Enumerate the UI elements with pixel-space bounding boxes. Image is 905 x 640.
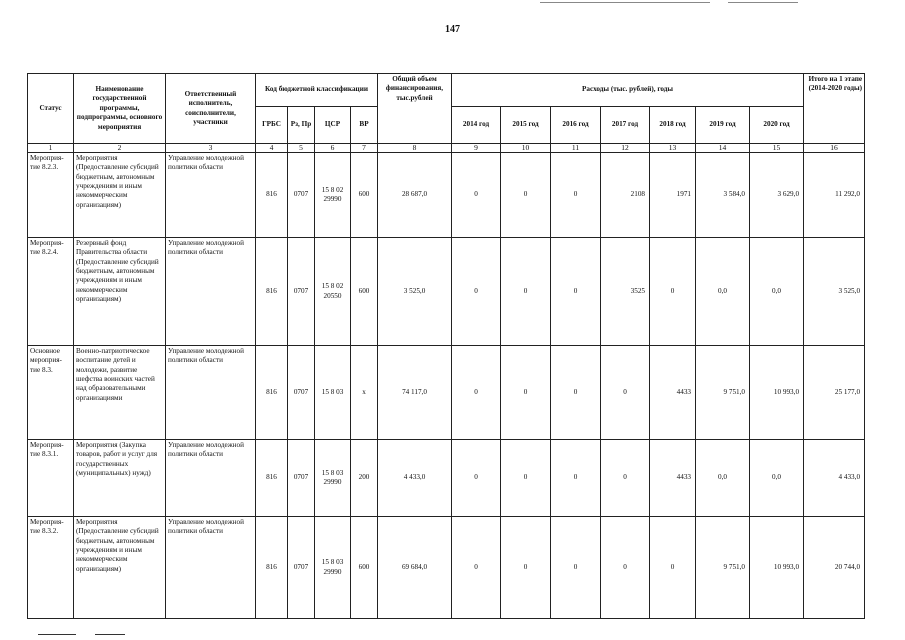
- year-2017-cell: 3525: [601, 238, 650, 346]
- year-2017-cell: 0: [601, 346, 650, 440]
- year-2014-cell: 0: [452, 238, 501, 346]
- year-2017-cell: 2108: [601, 153, 650, 238]
- year-2018-cell: 4433: [650, 440, 696, 517]
- col-num: 9: [452, 144, 501, 153]
- header-responsible: Ответственный исполнитель, соисполнители, участники: [166, 74, 256, 144]
- year-2014-cell: 0: [452, 153, 501, 238]
- year-2019-cell: 9 751,0: [696, 517, 750, 619]
- header-total-funding: Общий объем финансирования, тыс.рублей: [378, 74, 452, 144]
- year-2014-cell: 0: [452, 440, 501, 517]
- col-num: 5: [288, 144, 315, 153]
- year-2017-cell: 0: [601, 440, 650, 517]
- col-num: 11: [551, 144, 601, 153]
- top-scan-line-2: [728, 2, 798, 3]
- status-cell: Мероприя-тие 8.2.3.: [28, 153, 74, 238]
- final-cell: 11 292,0: [804, 153, 865, 238]
- responsible-cell: Управление молодежной политики области: [166, 346, 256, 440]
- col-num: 13: [650, 144, 696, 153]
- year-2019-cell: 3 584,0: [696, 153, 750, 238]
- year-2020-cell: 0,0: [750, 238, 804, 346]
- responsible-cell: Управление молодежной политики области: [166, 153, 256, 238]
- year-2018-cell: 1971: [650, 153, 696, 238]
- column-number-row: [28, 144, 865, 153]
- status-cell: Мероприя-тие 8.3.2.: [28, 517, 74, 619]
- year-2018-cell: 4433: [650, 346, 696, 440]
- total-cell: 69 684,0: [378, 517, 452, 619]
- header-final-total: Итого на 1 этапе (2014-2020 годы): [804, 74, 865, 144]
- bottom-scan-line-2: [95, 634, 125, 635]
- vr-cell: 600: [351, 153, 378, 238]
- bottom-scan-line: [38, 634, 76, 635]
- rzpr-cell: 0707: [288, 238, 315, 346]
- grbs-cell: 816: [256, 440, 288, 517]
- rzpr-cell: 0707: [288, 440, 315, 517]
- rzpr-cell: 0707: [288, 346, 315, 440]
- col-num: 6: [315, 144, 351, 153]
- year-2016-cell: 0: [551, 238, 601, 346]
- csr-cell: 15 8 03 29990: [315, 440, 351, 517]
- header-rzpr: Рз, Пр: [288, 107, 315, 144]
- col-num: 3: [166, 144, 256, 153]
- year-2019-cell: 0,0: [696, 238, 750, 346]
- total-cell: 28 687,0: [378, 153, 452, 238]
- col-num: 8: [378, 144, 452, 153]
- year-2017-cell: 0: [601, 517, 650, 619]
- name-cell: Мероприятия (Предоставление субсидий бюджетным, автономным учреждениям и иным некоммерческим организациям): [74, 153, 166, 238]
- name-cell: Военно-патриотическое воспитание детей и молодежи, развитие шефства воинских частей над образовательными организациями: [74, 346, 166, 440]
- grbs-cell: 816: [256, 517, 288, 619]
- rzpr-cell: 0707: [288, 153, 315, 238]
- col-num: 12: [601, 144, 650, 153]
- year-2015-cell: 0: [501, 440, 551, 517]
- total-cell: 4 433,0: [378, 440, 452, 517]
- col-num: 14: [696, 144, 750, 153]
- year-2019-cell: 9 751,0: [696, 346, 750, 440]
- header-expenses: Расходы (тыс. рублей), годы: [452, 74, 804, 107]
- table-row: [28, 346, 865, 440]
- csr-cell: 15 8 02 20550: [315, 238, 351, 346]
- header-year-2018: 2018 год: [650, 107, 696, 144]
- csr-cell: 15 8 03 29990: [315, 517, 351, 619]
- header-year-2019: 2019 год: [696, 107, 750, 144]
- year-2015-cell: 0: [501, 346, 551, 440]
- year-2015-cell: 0: [501, 153, 551, 238]
- col-num: 15: [750, 144, 804, 153]
- status-cell: Основное мероприя-тие 8.3.: [28, 346, 74, 440]
- header-year-2016: 2016 год: [551, 107, 601, 144]
- header-csr: ЦСР: [315, 107, 351, 144]
- csr-cell: 15 8 03: [315, 346, 351, 440]
- year-2015-cell: 0: [501, 517, 551, 619]
- final-cell: 20 744,0: [804, 517, 865, 619]
- col-num: 4: [256, 144, 288, 153]
- header-year-2017: 2017 год: [601, 107, 650, 144]
- grbs-cell: 816: [256, 346, 288, 440]
- final-cell: 25 177,0: [804, 346, 865, 440]
- name-cell: Мероприятия (Предоставление субсидий бюджетным, автономным учреждениям и иным некоммерческим организациям): [74, 517, 166, 619]
- vr-cell: x: [351, 346, 378, 440]
- year-2019-cell: 0,0: [696, 440, 750, 517]
- table-row: [28, 238, 865, 346]
- top-scan-line: [540, 2, 710, 3]
- col-num: 10: [501, 144, 551, 153]
- page-number: 147: [445, 24, 460, 35]
- table-row: [28, 440, 865, 517]
- csr-cell: 15 8 02 29990: [315, 153, 351, 238]
- final-cell: 4 433,0: [804, 440, 865, 517]
- header-budget-code: Код бюджетной классификации: [256, 74, 378, 107]
- rzpr-cell: 0707: [288, 517, 315, 619]
- status-cell: Мероприя-тие 8.2.4.: [28, 238, 74, 346]
- header-year-2020: 2020 год: [750, 107, 804, 144]
- year-2020-cell: 10 993,0: [750, 346, 804, 440]
- header-year-2014: 2014 год: [452, 107, 501, 144]
- vr-cell: 600: [351, 238, 378, 346]
- table-row: [28, 153, 865, 238]
- vr-cell: 600: [351, 517, 378, 619]
- final-cell: 3 525,0: [804, 238, 865, 346]
- name-cell: Резервный фонд Правительства области (Предоставление субсидий бюджетным, автономным учреждениям и иным некоммерческим организациям): [74, 238, 166, 346]
- year-2020-cell: 3 629,0: [750, 153, 804, 238]
- year-2018-cell: 0: [650, 238, 696, 346]
- col-num: 16: [804, 144, 865, 153]
- vr-cell: 200: [351, 440, 378, 517]
- year-2018-cell: 0: [650, 517, 696, 619]
- total-cell: 3 525,0: [378, 238, 452, 346]
- year-2016-cell: 0: [551, 153, 601, 238]
- year-2020-cell: 10 993,0: [750, 517, 804, 619]
- year-2014-cell: 0: [452, 517, 501, 619]
- header-status: Статус: [28, 74, 74, 144]
- responsible-cell: Управление молодежной политики области: [166, 440, 256, 517]
- col-num: 7: [351, 144, 378, 153]
- header-grbs: ГРБС: [256, 107, 288, 144]
- responsible-cell: Управление молодежной политики области: [166, 238, 256, 346]
- col-num: 1: [28, 144, 74, 153]
- header-year-2015: 2015 год: [501, 107, 551, 144]
- budget-table: [27, 73, 865, 619]
- year-2016-cell: 0: [551, 346, 601, 440]
- year-2016-cell: 0: [551, 517, 601, 619]
- year-2016-cell: 0: [551, 440, 601, 517]
- year-2015-cell: 0: [501, 238, 551, 346]
- status-cell: Мероприя-тие 8.3.1.: [28, 440, 74, 517]
- year-2014-cell: 0: [452, 346, 501, 440]
- col-num: 2: [74, 144, 166, 153]
- table-row: [28, 517, 865, 619]
- year-2020-cell: 0,0: [750, 440, 804, 517]
- total-cell: 74 117,0: [378, 346, 452, 440]
- header-vr: ВР: [351, 107, 378, 144]
- grbs-cell: 816: [256, 238, 288, 346]
- responsible-cell: Управление молодежной политики области: [166, 517, 256, 619]
- grbs-cell: 816: [256, 153, 288, 238]
- header-program-name: Наименование государственной программы, подпрограммы, основного мероприятия: [74, 74, 166, 144]
- name-cell: Мероприятия (Закупка товаров, работ и услуг для государственных (муниципальных) нужд): [74, 440, 166, 517]
